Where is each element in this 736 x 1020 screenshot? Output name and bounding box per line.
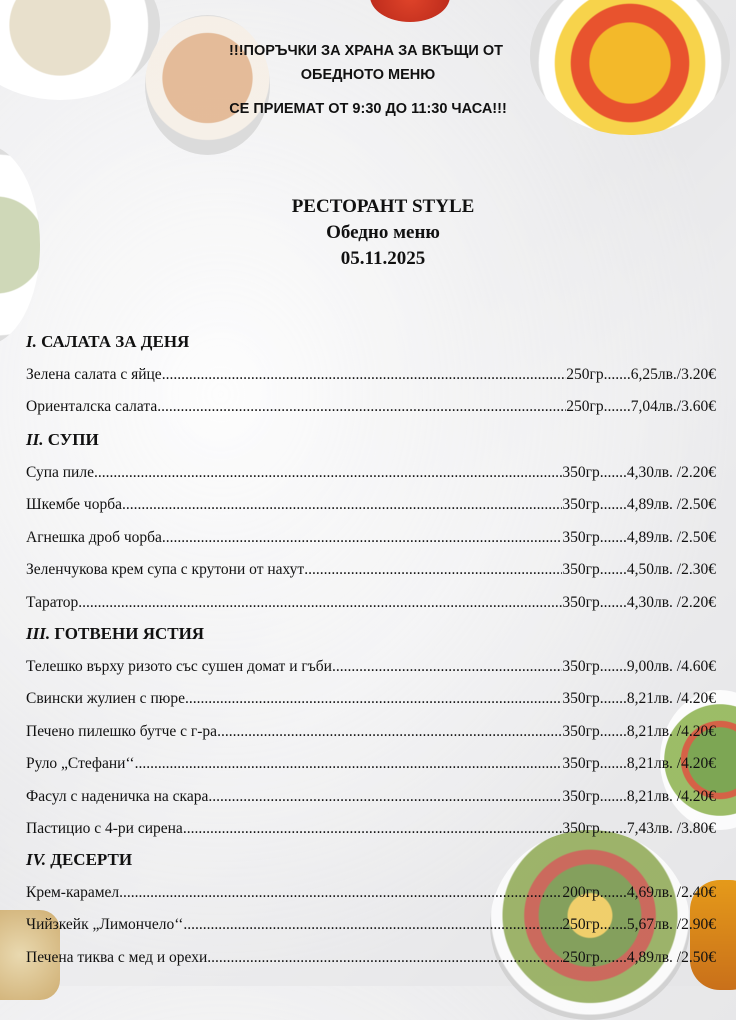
menu-item-weight: 350гр .......	[562, 820, 626, 838]
menu-item-weight: 350гр .......	[562, 658, 626, 676]
menu-item-weight: 350гр .......	[562, 755, 626, 773]
section-number: III.	[26, 624, 55, 643]
menu-item-price: 4,50лв. /2.30€	[626, 561, 716, 579]
menu-item-name: Печено пилешко бутче с г-ра	[26, 722, 218, 740]
menu-item-price: 4,89лв. /2.50€	[626, 528, 716, 546]
menu-item-weight: 200гр .......	[562, 884, 626, 902]
menu-item-name: Зелена салата с яйце	[26, 366, 162, 383]
dip-bowl-image	[145, 15, 270, 155]
menu-item-price: 4,30лв. /2.20€	[626, 464, 716, 481]
menu-item-name: Агнешка дроб чорба	[26, 528, 162, 546]
menu-item-price: 5,67лв. /2.90€	[626, 916, 716, 934]
menu-item	[26, 398, 716, 416]
leader-dots	[183, 916, 562, 934]
takeaway-notice-line-2: ОБЕДНОТО МЕНЮ	[300, 67, 436, 83]
section-number: I.	[26, 332, 42, 351]
section-title: СУПИ	[47, 430, 99, 449]
menu-item-name: Фасул с наденичка на скара	[26, 787, 209, 805]
takeaway-notice-line-3: СЕ ПРИЕМАТ ОТ 9:30 ДО 11:30 ЧАСА!!!	[229, 101, 507, 117]
menu-item-weight: 250гр .......	[566, 366, 630, 384]
leader-dots	[122, 496, 562, 514]
section-title: САЛАТА ЗА ДЕНЯ	[41, 332, 190, 351]
menu-item-price: 7,04лв./3.60€	[630, 398, 716, 416]
menu-item-price: 7,43лв. /3.80€	[626, 820, 716, 837]
menu-item-price: 4,89лв. /2.50€	[626, 948, 716, 966]
section-number: II.	[26, 430, 48, 449]
menu-item-weight: 250гр .......	[562, 949, 626, 967]
menu-item-price: 4,69лв. /2.40€	[626, 884, 716, 901]
section-title: ГОТВЕНИ ЯСТИЯ	[54, 624, 205, 643]
menu-item-name: Руло „Стефани‘‘	[26, 755, 135, 773]
menu-item	[26, 723, 716, 741]
tomato-image	[370, 0, 450, 22]
menu-item-name: Ориенталска салата	[26, 398, 158, 416]
menu-item-weight: 350гр .......	[562, 496, 626, 514]
leader-dots	[157, 398, 566, 416]
menu-item	[26, 690, 716, 708]
menu-item-name: Шкембе чорба	[26, 496, 122, 514]
menu-item-name: Супа пиле	[26, 464, 94, 481]
menu-item	[26, 561, 716, 579]
menu-item-name: Зеленчукова крем супа с крутони от нахут	[26, 561, 305, 579]
leader-dots	[185, 690, 562, 708]
menu-item-name: Чийзкейк „Лимончело‘‘	[26, 916, 184, 934]
menu-item	[26, 755, 716, 773]
leader-dots	[183, 820, 563, 838]
menu-item-weight: 350гр .......	[562, 561, 626, 579]
leader-dots	[217, 723, 562, 741]
leader-dots	[162, 366, 567, 384]
menu-item-price: 6,25лв./3.20€	[630, 366, 716, 383]
menu-item-price: 9,00лв. /4.60€	[626, 658, 716, 675]
section-title: ДЕСЕРТИ	[50, 850, 133, 869]
leader-dots	[304, 561, 562, 579]
section-heading	[26, 332, 189, 352]
plate-left-edge-image	[0, 145, 40, 345]
menu-item-name: Крем-карамел	[26, 884, 120, 901]
leader-dots	[162, 529, 562, 547]
menu-item	[26, 464, 716, 482]
menu-item	[26, 949, 716, 967]
takeaway-notice-line-1: !!!ПОРЪЧКИ ЗА ХРАНА ЗА ВКЪЩИ ОТ	[229, 43, 503, 59]
menu-item-weight: 250гр .......	[566, 398, 630, 416]
menu-item-name: Пастицио с 4-ри сирена	[26, 820, 183, 837]
menu-item-weight: 350гр .......	[562, 594, 626, 612]
menu-item	[26, 788, 716, 806]
menu-item-price: 8,21лв. /4.20€	[626, 787, 716, 805]
menu-item-weight: 350гр .......	[562, 723, 626, 741]
leader-dots	[78, 594, 562, 612]
menu-item-weight: 350гр .......	[562, 464, 626, 482]
leader-dots	[207, 949, 562, 967]
menu-item	[26, 529, 716, 547]
leader-dots	[208, 788, 562, 806]
menu-item-price: 8,21лв. /4.20€	[626, 690, 716, 708]
menu-item-price: 4,30лв. /2.20€	[626, 593, 716, 611]
menu-item-name: Свински жулиен с пюре	[26, 690, 185, 708]
menu-item-name: Телешко върху ризото със сушен домат и гъби	[26, 658, 332, 675]
menu-item-weight: 250гр .......	[562, 916, 626, 934]
menu-item	[26, 820, 716, 838]
menu-item-weight: 350гр .......	[562, 529, 626, 547]
menu-item	[26, 594, 716, 612]
leader-dots	[119, 884, 562, 902]
menu-item	[26, 496, 716, 514]
menu-item	[26, 366, 716, 384]
menu-item-weight: 350гр .......	[562, 690, 626, 708]
menu-item-price: 8,21лв. /4.20€	[626, 722, 716, 740]
restaurant-name: РЕСТОРАНТ STYLE	[291, 196, 475, 217]
menu-item-name: Печена тиква с мед и орехи	[26, 948, 208, 966]
menu-item	[26, 916, 716, 934]
leader-dots	[332, 658, 562, 676]
menu-item	[26, 884, 716, 902]
menu-item-name: Таратор	[26, 593, 79, 611]
menu-item-price: 4,89лв. /2.50€	[626, 496, 716, 514]
section-heading	[26, 624, 204, 644]
leader-dots	[94, 464, 562, 482]
leader-dots	[135, 755, 563, 773]
section-heading	[26, 430, 99, 450]
menu-item-price: 8,21лв. /4.20€	[626, 755, 716, 773]
menu-item-weight: 350гр .......	[562, 788, 626, 806]
menu-date: 05.11.2025	[340, 248, 426, 269]
menu-subtitle: Обедно меню	[326, 222, 440, 243]
menu-item	[26, 658, 716, 676]
section-number: IV.	[26, 850, 51, 869]
section-heading	[26, 850, 132, 870]
